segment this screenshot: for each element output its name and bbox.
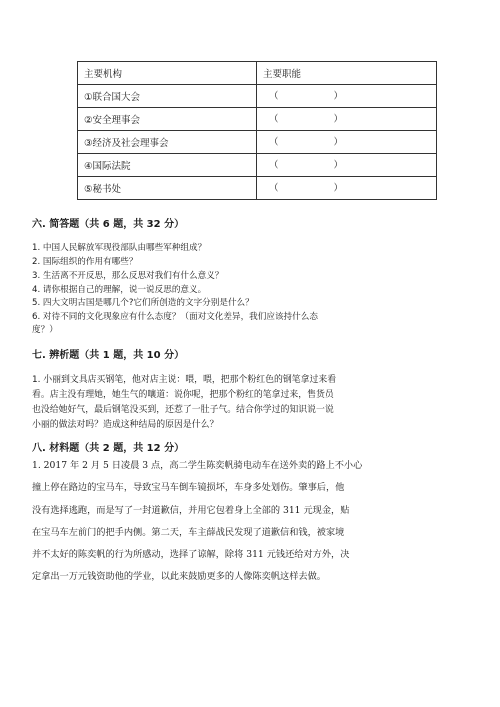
close-paren: ）: [333, 182, 343, 194]
function-blank[interactable]: [257, 131, 437, 154]
paragraph-line: 看。店主没有理她，她生气的嚷道：说你呢，把那个粉红的笔拿过来，售货员: [32, 390, 334, 400]
open-paren: （: [269, 136, 279, 148]
paragraph-line: 在宝马车左前门的把手内侧。第二天，车主薛战民发现了道歉信和钱，被家境: [32, 526, 345, 538]
function-blank[interactable]: [257, 177, 437, 200]
table-row: [78, 154, 437, 177]
table-header-row: [78, 62, 437, 85]
table-row: [78, 108, 437, 131]
open-paren: （: [269, 182, 279, 194]
paragraph-line: 定拿出一万元钱资助他的学业，以此来鼓励更多的人像陈奕帆这样去做。: [32, 571, 326, 583]
paragraph-line: 撞上停在路边的宝马车，导致宝马车倒车镜损坏，车身多处划伤。肇事后，他: [32, 482, 345, 494]
organ-name: ①联合国大会: [78, 85, 257, 108]
open-paren: （: [269, 113, 279, 125]
question-item: 1. 中国人民解放军现役部队由哪些军种组成？: [32, 243, 207, 253]
paragraph-line: 1. 小丽到文具店买钢笔，他对店主说：喂，喂，把那个粉红色的钢笔拿过来看: [32, 375, 337, 385]
header-organ: 主要机构: [78, 62, 257, 85]
table-row: [78, 177, 437, 200]
section-6-title: 六. 简答题（共 6 题，共 32 分）: [32, 219, 185, 230]
question-item: 6. 对待不同的文化现象应有什么态度？（面对文化差异，我们应该持什么态: [32, 312, 318, 322]
section-7-title: 七. 辨析题（共 1 题，共 10 分）: [32, 350, 185, 361]
function-blank[interactable]: [257, 85, 437, 108]
close-paren: ）: [333, 90, 343, 102]
open-paren: （: [269, 159, 279, 171]
function-blank[interactable]: [257, 108, 437, 131]
question-item: 2. 国际组织的作用有哪些？: [32, 257, 138, 267]
header-function: 主要职能: [257, 62, 437, 85]
material-question: [32, 455, 362, 589]
section-8-title: 八. 材料题（共 2 题，共 12 分）: [32, 443, 185, 454]
question-item-continued: 度？）: [32, 325, 58, 335]
organ-name: ②安全理事会: [78, 108, 257, 131]
paragraph-line: 小丽的做法对吗？造成这种结局的原因是什么？: [32, 420, 219, 430]
question-item: 5. 四大文明古国是哪几个?它们所创造的文字分别是什么？: [32, 298, 254, 308]
table-row: [78, 131, 437, 154]
question-item: 4. 请你根据自己的理解，说一说反思的意义。: [32, 285, 207, 295]
close-paren: ）: [333, 113, 343, 125]
table-row: [78, 85, 437, 108]
un-organs-table: [77, 61, 437, 200]
close-paren: ）: [333, 136, 343, 148]
function-blank[interactable]: [257, 154, 437, 177]
paragraph-line: 没有选择逃跑，而是写了一封道歉信，并用它包着身上全部的 311 元现金，贴: [32, 504, 350, 516]
open-paren: （: [269, 90, 279, 102]
close-paren: ）: [333, 159, 343, 171]
paragraph-line: 1. 2017 年 2 月 5 日凌晨 3 点，高二学生陈奕帆骑电动车在送外卖的路上不小心: [32, 460, 363, 471]
question-item: 3. 生活离不开反思，那么反思对我们有什么意义？: [32, 271, 224, 281]
analysis-question: [32, 373, 336, 433]
organ-name: ⑤秘书处: [78, 177, 257, 200]
organ-name: ④国际法院: [78, 154, 257, 177]
paragraph-line: 也没给她好气，最后钢笔没买到，还惹了一肚子气。结合你学过的知识说一说: [32, 405, 334, 415]
organ-name: ③经济及社会理事会: [78, 131, 257, 154]
paragraph-line: 并不太好的陈奕帆的行为所感动，选择了谅解，除将 311 元钱还给对方外，决: [32, 549, 350, 561]
